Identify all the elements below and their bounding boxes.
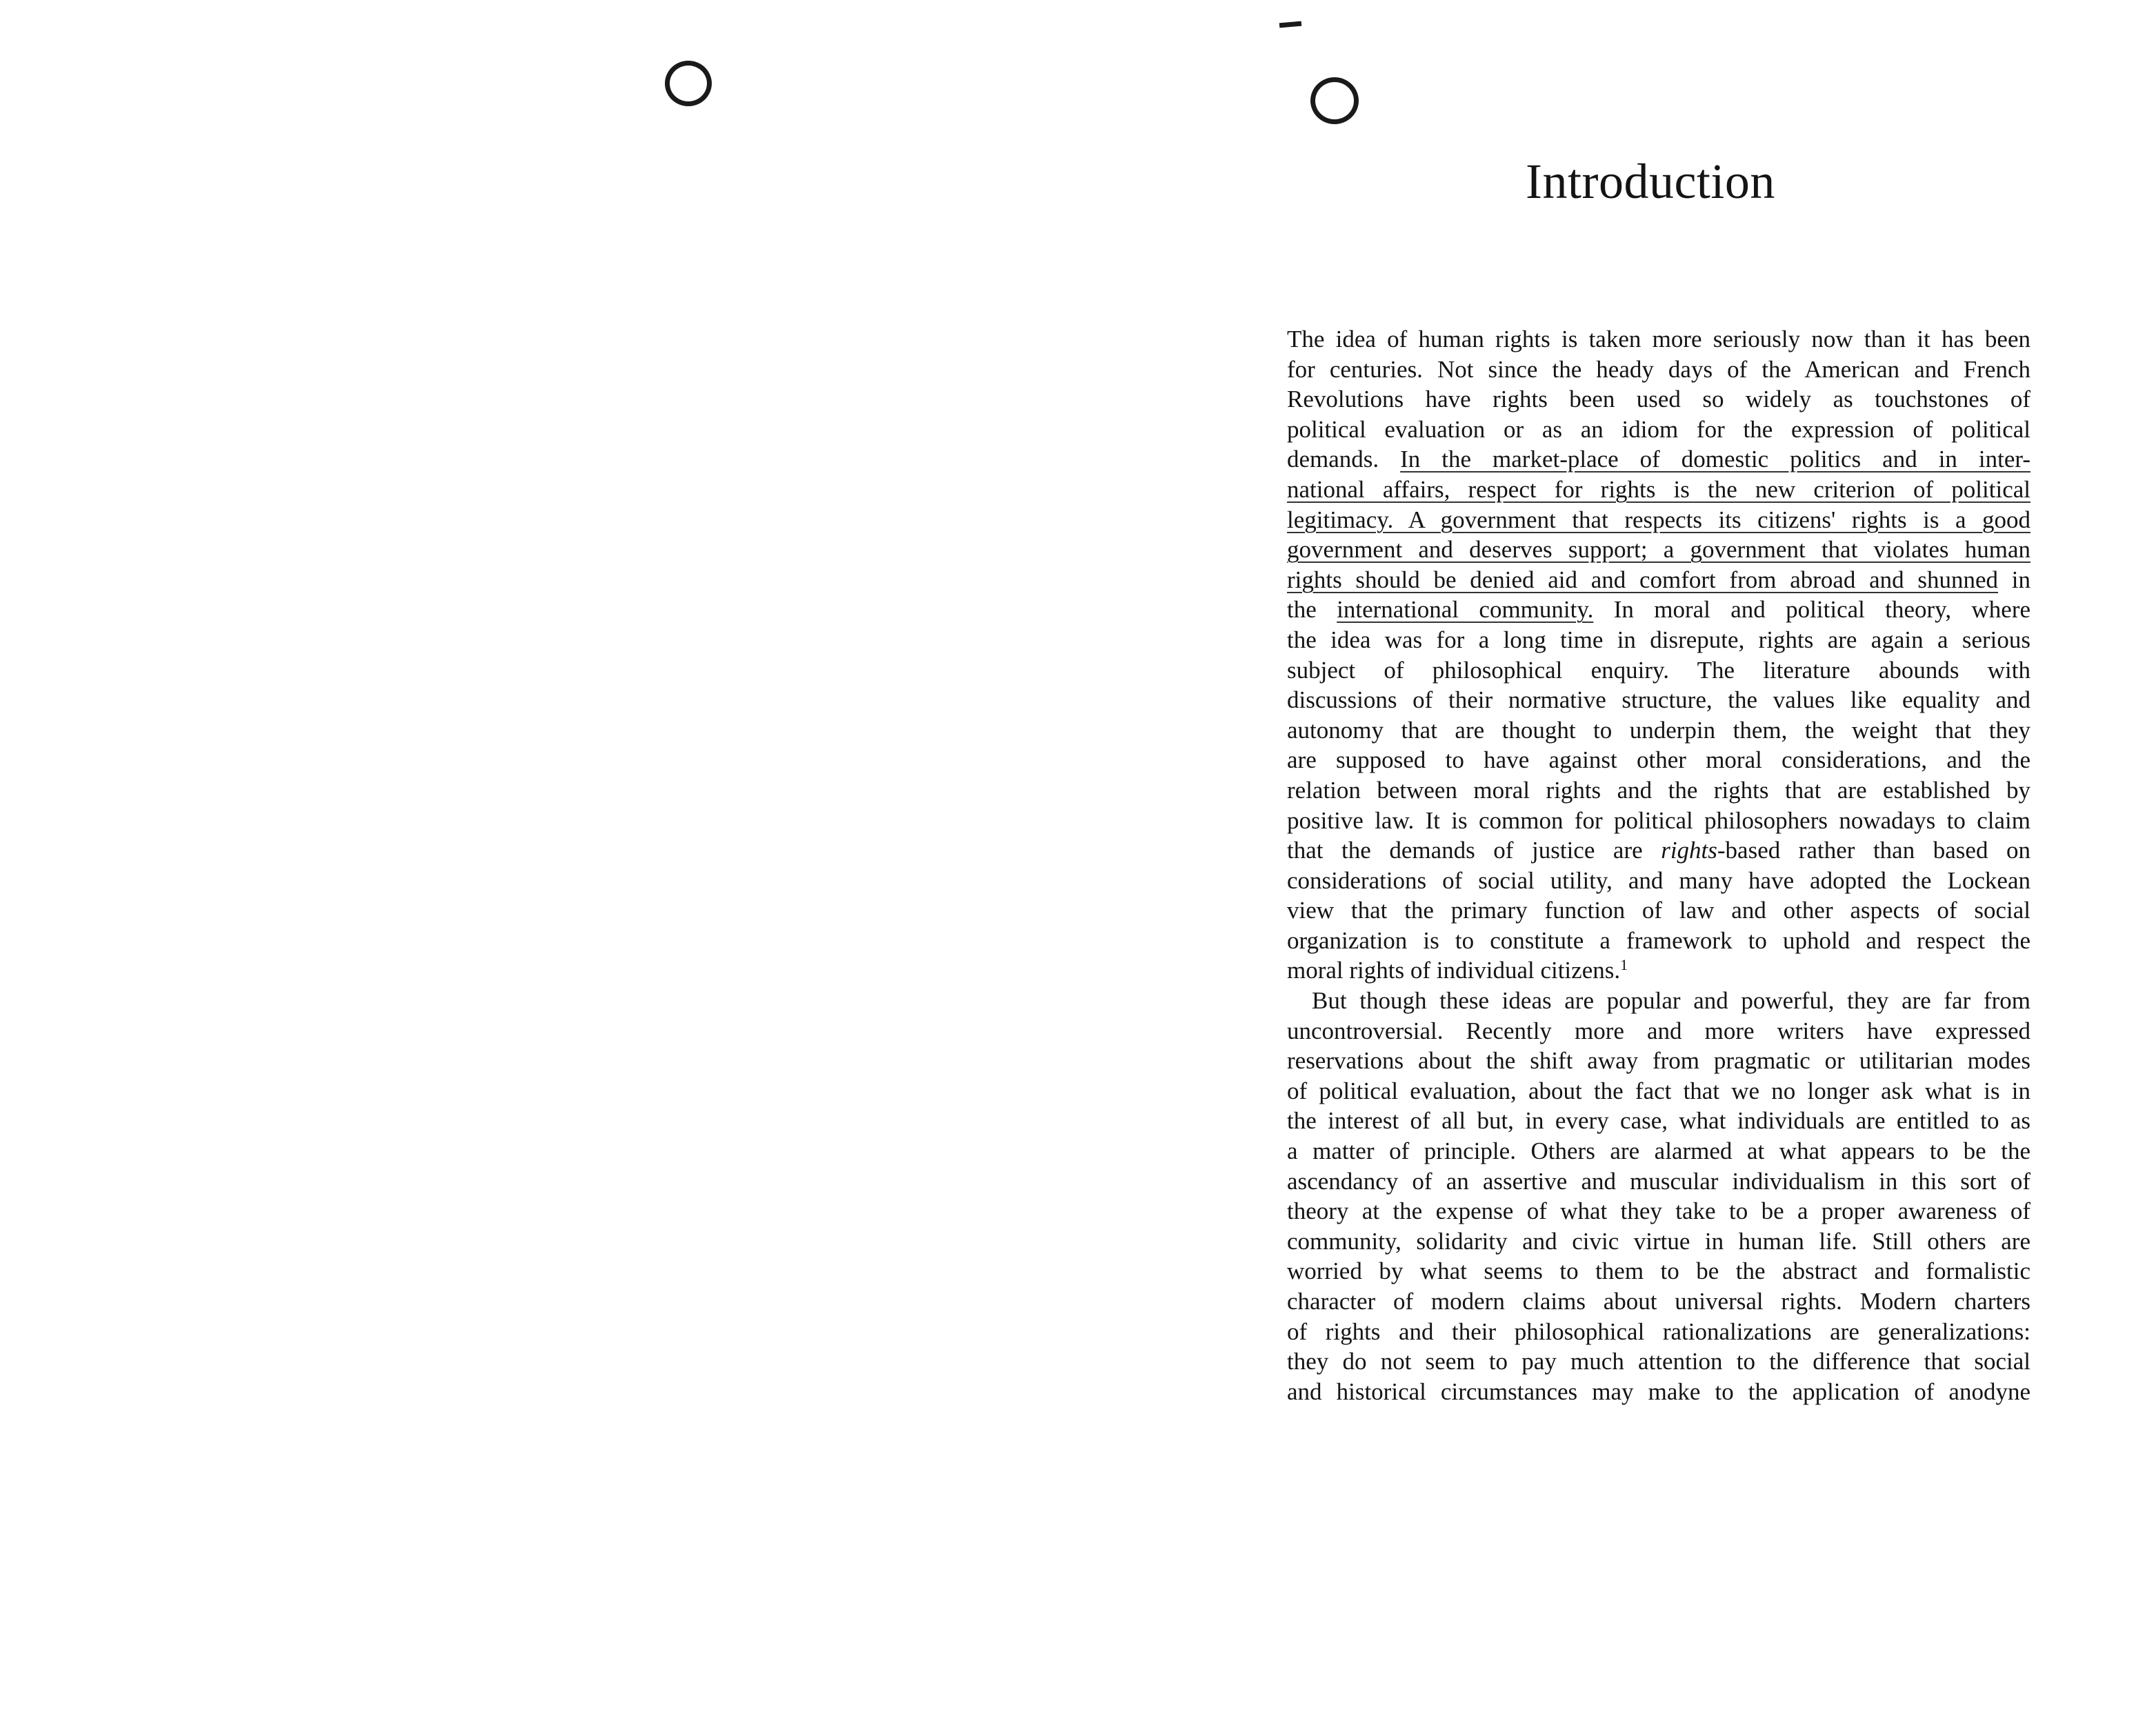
underlined-passage: legitimacy. A government that respects its citizens' rights is a good bbox=[1287, 506, 2030, 533]
paragraph-1 bbox=[1287, 324, 2030, 986]
text-line bbox=[1287, 835, 2030, 866]
text-line: a matter of principle. Others are alarmed at what appears to be the bbox=[1287, 1137, 2030, 1165]
text-run: -based rather than based on bbox=[1717, 837, 2030, 864]
text-line: character of modern claims about universal rights. Modern charters bbox=[1287, 1288, 2030, 1315]
text-line: positive law. It is common for political philosophers nowadays to claim bbox=[1287, 806, 2030, 834]
text-line: of rights and their philosophical rationalizations are generalizations: bbox=[1287, 1318, 2030, 1345]
text-line: for centuries. Not since the heady days of the American and French bbox=[1287, 355, 2030, 383]
text-line bbox=[1287, 565, 2030, 595]
body-text bbox=[1287, 324, 2030, 1406]
underlined-passage: rights should be denied aid and comfort from abroad and shunned bbox=[1287, 566, 1999, 593]
text-run: the bbox=[1287, 596, 1317, 624]
text-line: and historical circumstances may make to the application of anodyne bbox=[1287, 1378, 2030, 1405]
text-line: organization is to constitute a framework to uphold and respect the bbox=[1287, 926, 2030, 954]
text-run: moral rights of individual citizens. bbox=[1287, 957, 1621, 984]
text-line bbox=[1287, 444, 2030, 475]
text-line: theory at the expense of what they take to be a proper awareness of bbox=[1287, 1197, 2030, 1225]
text-line: autonomy that are thought to underpin them, the weight that they bbox=[1287, 716, 2030, 744]
text-line: discussions of their normative structure, the values like equality and bbox=[1287, 686, 2030, 714]
punch-hole-right bbox=[1310, 77, 1359, 124]
text-line: are supposed to have against other moral considerations, and the bbox=[1287, 746, 2030, 774]
text-line: community, solidarity and civic virtue in human life. Still others are bbox=[1287, 1227, 2030, 1255]
text-line: But though these ideas are popular and powerful, they are far from bbox=[1312, 987, 2030, 1015]
text-line: relation between moral rights and the rights that are established by bbox=[1287, 776, 2030, 804]
underlined-passage: In the market-place of domestic politics and in inter- bbox=[1400, 446, 2030, 473]
text-line: view that the primary function of law and other aspects of social bbox=[1287, 897, 2030, 924]
text-run: in bbox=[2011, 566, 2031, 593]
text-run: In moral and political theory, where bbox=[1613, 596, 2031, 624]
text-line bbox=[1287, 595, 2030, 625]
chapter-title: Introduction bbox=[1526, 154, 1775, 209]
text-line: The idea of human rights is taken more seriously now than it has been bbox=[1287, 326, 2030, 352]
text-line bbox=[1287, 955, 2030, 986]
text-line: the idea was for a long time in disrepute, rights are again a serious bbox=[1287, 626, 2030, 653]
scan-mark bbox=[1279, 21, 1301, 28]
text-line: reservations about the shift away from pragmatic or utilitarian modes bbox=[1287, 1047, 2030, 1075]
underlined-passage: government and deserves support; a government that violates human bbox=[1287, 536, 2030, 564]
text-run: demands. bbox=[1287, 446, 1379, 473]
text-line: ascendancy of an assertive and muscular individualism in this sort of bbox=[1287, 1167, 2030, 1195]
paragraph-2 bbox=[1287, 986, 2030, 1406]
text-line: considerations of social utility, and many have adopted the Lockean bbox=[1287, 866, 2030, 894]
text-line: Revolutions have rights been used so widely as touchstones of bbox=[1287, 386, 2030, 413]
underlined-passage: international community. bbox=[1337, 596, 1594, 624]
text-line: worried by what seems to them to be the abstract and formalistic bbox=[1287, 1257, 2030, 1285]
italic-word: rights bbox=[1661, 837, 1717, 864]
text-line: they do not seem to pay much attention to the difference that social bbox=[1287, 1348, 2030, 1375]
text-line: political evaluation or as an idiom for the expression of political bbox=[1287, 415, 2030, 443]
text-line: the interest of all but, in every case, what individuals are entitled to as bbox=[1287, 1107, 2030, 1135]
text-line: uncontroversial. Recently more and more writers have expressed bbox=[1287, 1017, 2030, 1044]
text-line: of political evaluation, about the fact that we no longer ask what is in bbox=[1287, 1077, 2030, 1104]
text-line: subject of philosophical enquiry. The literature abounds with bbox=[1287, 656, 2030, 684]
footnote-reference[interactable]: 1 bbox=[1620, 956, 1628, 974]
underlined-passage: national affairs, respect for rights is the new criterion of political bbox=[1287, 475, 2030, 503]
text-run: that the demands of justice are bbox=[1287, 837, 1643, 864]
punch-hole-left bbox=[665, 61, 712, 106]
